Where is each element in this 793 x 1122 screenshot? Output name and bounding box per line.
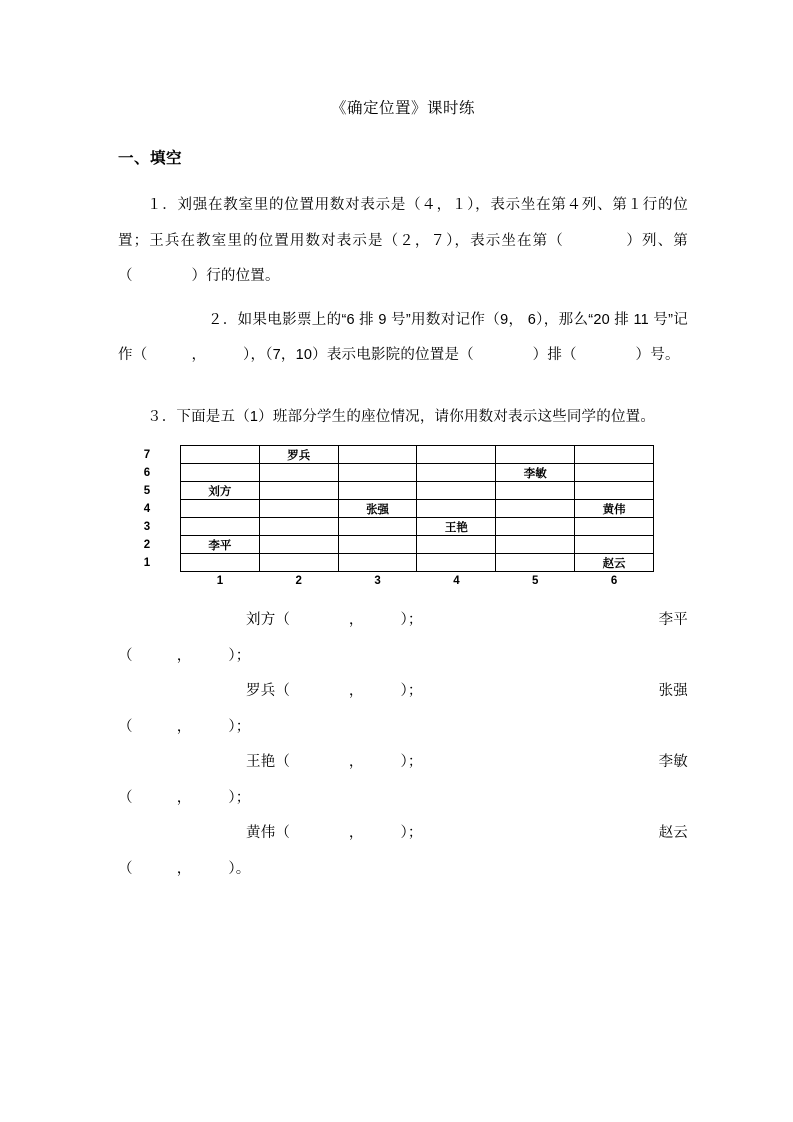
column-label: 6: [610, 574, 618, 587]
question-3: ３．下面是五（1）班部分学生的座位情况，请你用数对表示这些同学的位置。: [147, 408, 656, 425]
seat-cell: [181, 500, 260, 518]
question-2: ２．如果电影票上的“6 排 9 号”用数对记作（9， 6），那么“20 排 11 号”记作（ ， ），（7，10）表示电影院的位置是（ ）排（ ）号。: [118, 311, 688, 364]
answer-row-continued: （ ， ）。: [118, 860, 251, 877]
axis-corner: [114, 572, 181, 590]
answer-name-left: 黄伟: [246, 825, 276, 842]
table-row: [114, 446, 654, 464]
document-content: [118, 96, 688, 887]
row-label: 7: [114, 446, 181, 464]
row-label: 4: [114, 500, 181, 518]
question-1: １．刘强在教室里的位置用数对表示是（４，１），表示坐在第４列、第１行的位置；王兵在教室里的位置用数对表示是（２，７），表示坐在第（ ）列、第（ ）行的位置。: [118, 197, 688, 285]
seat-cell: [259, 536, 338, 554]
answer-row-continued: （ ， ）；: [118, 789, 251, 806]
seat-cell: [417, 464, 496, 482]
seat-cell: [338, 536, 417, 554]
answer-row: [118, 603, 688, 639]
seat-cell: 刘方: [181, 482, 260, 500]
answer-blank-left: （ ， ）；: [275, 683, 423, 700]
answer-row: [118, 816, 688, 852]
seat-cell: [338, 482, 417, 500]
answer-row: [118, 745, 688, 781]
answer-row-continued: （ ， ）；: [118, 718, 251, 735]
seat-cell: [181, 518, 260, 536]
seat-cell: [259, 482, 338, 500]
seat-cell: 张强: [338, 500, 417, 518]
seat-cell: [259, 554, 338, 572]
seat-cell: [417, 536, 496, 554]
column-label: 3: [374, 574, 381, 587]
row-label: 5: [114, 482, 181, 500]
seat-cell: [338, 518, 417, 536]
page-title: 《确定位置》课时练: [330, 100, 475, 117]
seat-cell: [259, 500, 338, 518]
answer-row: [118, 674, 688, 710]
seat-cell: [575, 446, 654, 464]
answer-name-right: 李敏: [658, 754, 688, 771]
column-label: 5: [532, 574, 539, 587]
seat-cell: 罗兵: [259, 446, 338, 464]
table-row: [114, 518, 654, 536]
seat-cell: [181, 464, 260, 482]
answer-blanks-group: [118, 603, 688, 887]
seat-cell: [259, 518, 338, 536]
seat-chart-body: [114, 446, 654, 590]
seat-cell: [417, 482, 496, 500]
seat-chart-table: [114, 445, 654, 589]
seat-cell: 李敏: [496, 464, 575, 482]
answer-name-left: 刘方: [246, 612, 276, 629]
seat-cell: 赵云: [575, 554, 654, 572]
seat-cell: 黄伟: [575, 500, 654, 518]
seat-cell: [181, 446, 260, 464]
seat-cell: [575, 536, 654, 554]
answer-row-continued: （ ， ）；: [118, 647, 251, 664]
table-row: [114, 500, 654, 518]
seat-cell: [496, 536, 575, 554]
seat-cell: [338, 554, 417, 572]
seat-cell: [496, 446, 575, 464]
seat-cell: 李平: [181, 536, 260, 554]
seat-cell: [259, 464, 338, 482]
seat-cell: [338, 464, 417, 482]
row-label: 1: [114, 554, 181, 572]
table-row: [114, 536, 654, 554]
answer-name-right: 赵云: [658, 825, 688, 842]
answer-blank-left: （ ， ）；: [275, 825, 423, 842]
column-label-row: [114, 572, 654, 590]
section-heading-fill-in-blanks: 一、填空: [118, 150, 183, 167]
row-label: 3: [114, 518, 181, 536]
column-label: 1: [216, 574, 224, 587]
seat-cell: [575, 482, 654, 500]
seat-cell: 王艳: [417, 518, 496, 536]
answer-blank-left: （ ， ）；: [275, 612, 423, 629]
seat-cell: [575, 518, 654, 536]
answer-name-right: 李平: [658, 612, 688, 629]
answer-name-left: 罗兵: [246, 683, 276, 700]
row-label: 6: [114, 464, 181, 482]
answer-blank-left: （ ， ）；: [275, 754, 423, 771]
seat-cell: [496, 482, 575, 500]
seat-cell: [575, 464, 654, 482]
table-row: [114, 464, 654, 482]
answer-name-left: 王艳: [246, 754, 276, 771]
table-row: [114, 554, 654, 572]
column-label: 2: [295, 574, 302, 587]
row-label: 2: [114, 536, 181, 554]
seat-cell: [417, 554, 496, 572]
seat-cell: [338, 446, 417, 464]
table-row: [114, 482, 654, 500]
seat-cell: [496, 500, 575, 518]
answer-name-right: 张强: [658, 683, 688, 700]
column-label: 4: [453, 574, 460, 587]
seat-cell: [417, 500, 496, 518]
seat-chart-wrapper: [114, 445, 688, 589]
seat-cell: [417, 446, 496, 464]
seat-cell: [496, 518, 575, 536]
seat-cell: [496, 554, 575, 572]
seat-cell: [181, 554, 260, 572]
